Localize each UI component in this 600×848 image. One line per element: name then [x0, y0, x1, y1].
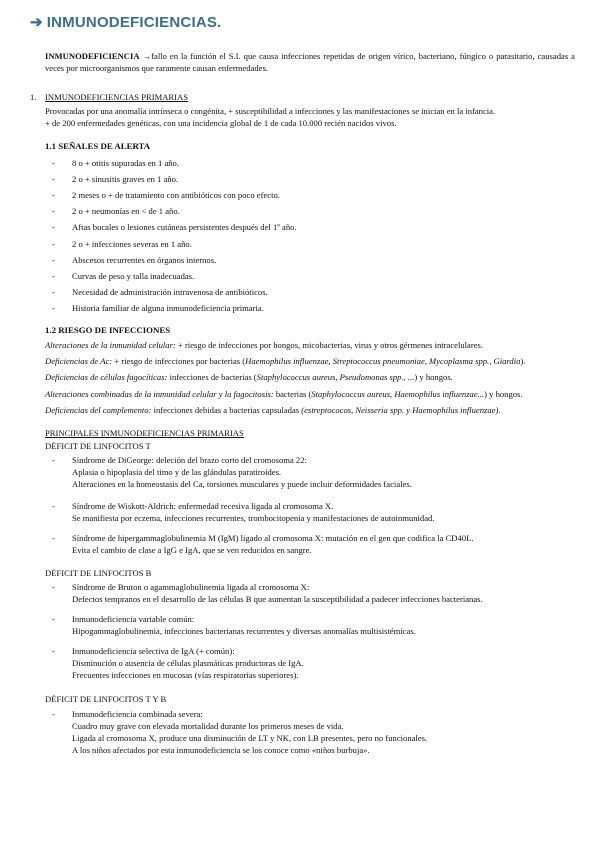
risk-label: Deficiencias de Ac:	[45, 356, 113, 367]
arrow-icon: ➔	[30, 14, 43, 31]
disease-detail: Ligada al cromosoma X, produce una disminución de LT y NK, con LB presentes, pero no funcionales.	[72, 732, 428, 743]
intro-arrow: →	[139, 51, 152, 61]
disease-row	[52, 745, 572, 757]
disease-title: Síndrome de Wiskott-Aldrich: enfermedad recesiva ligada al cromosoma X.	[72, 501, 334, 511]
group-heading-b: DÉFICIT DE LINFOCITOS B	[45, 568, 152, 578]
section-heading: INMUNODEFICIENCIAS PRIMARIAS	[45, 92, 189, 102]
disease-detail: Aplasia o hipoplasia del timo y de las glándulas paratiroides.	[72, 466, 282, 477]
dash-bullet: -	[52, 582, 55, 592]
dash-bullet: -	[52, 270, 55, 281]
group-heading-t: DÉFICIT DE LINFOCITOS T	[45, 441, 151, 451]
dash-bullet: -	[52, 501, 55, 511]
disease-entry-bruton	[52, 582, 572, 606]
section-line: Provocadas por una anomalía intrínseca o congénita, + susceptibilidad a infecciones y las manifestaciones se inician en la infancia.	[45, 106, 496, 116]
disease-entry-wiskott	[52, 501, 572, 525]
risk-text: infecciones debidas a bacterias capsuladas	[151, 404, 302, 415]
risk-list	[45, 340, 593, 421]
disease-row	[52, 626, 572, 638]
risk-text: + riesgo de infecciones por hongos, micobacterias, virus y otros gérmenes intracelulares.	[175, 340, 483, 350]
disease-detail: Se manifiesta por eczema, infecciones recurrentes, trombocitopenia y manifestaciones de autoinmunidad.	[72, 512, 435, 523]
disease-row	[52, 582, 572, 594]
risk-tail: .	[498, 404, 501, 415]
disease-title: Síndrome de Bruton o agammaglobulinemia ligada al cromosoma X:	[72, 582, 310, 592]
disease-row	[52, 479, 572, 491]
list-item-text: Necesidad de administración intravenosa de antibióticos.	[72, 286, 268, 297]
dash-bullet: -	[52, 302, 55, 313]
disease-row	[52, 455, 572, 467]
list-item-text: Historia familiar de alguna inmunodeficiencia primaria.	[72, 302, 264, 313]
dash-bullet: -	[52, 158, 55, 169]
disease-title: Síndrome de DiGeorge: deleción del brazo corto del cromosoma 22:	[72, 455, 307, 465]
disease-row	[52, 670, 572, 682]
intro-text: fallo en la función el S.I. que causa infecciones repetidas de origen vírico, bacteriano, fúngico o parasitario, causadas a veces por microorganismos que raramente causan enfermedades.	[45, 51, 575, 73]
disease-row	[52, 594, 572, 606]
disease-detail: Evita el cambio de clase a IgG e IgA, que se ven reducidos en sangre.	[72, 544, 312, 555]
dash-bullet: -	[52, 238, 55, 249]
risk-organisms: Haemophilus influenzae, Streptococcus pneumoniae, Mycoplasma spp., Giardia	[245, 356, 521, 367]
group-heading-tb: DÉFICIT DE LINFOCITOS T Y B	[45, 694, 167, 704]
risk-tail: ).	[520, 356, 526, 367]
disease-entry-digeorge	[52, 455, 572, 491]
dash-bullet: -	[52, 254, 55, 265]
title-text: INMUNODEFICIENCIAS.	[46, 14, 222, 31]
risk-line	[45, 405, 593, 421]
disease-detail: Hipogammaglobulinemia, infecciones bacterianas recurrentes y diversas anomalías multisistémicas.	[72, 625, 416, 636]
risk-line	[45, 389, 593, 405]
disease-row	[52, 513, 572, 525]
list-item-text: Aftas bucales o lesiones cutáneas persistentes después del 1º año.	[72, 222, 297, 233]
risk-label: Alteraciones combinadas de la inmunidad celular y la fagocitosis:	[45, 388, 274, 399]
disease-row	[52, 614, 572, 626]
list-item	[52, 220, 572, 236]
list-item	[52, 188, 572, 204]
risk-text: + riesgo de infecciones por bacterias (	[112, 356, 246, 367]
list-item	[52, 301, 572, 317]
disease-detail: A los niños afectados por esta inmunodeficiencia se los conoce como «niños burbuja».	[72, 744, 370, 755]
disease-row	[52, 721, 572, 733]
dash-bullet: -	[52, 455, 55, 465]
document-title	[30, 13, 221, 34]
disease-entry-cvid	[52, 614, 572, 638]
section-body	[45, 106, 585, 130]
disease-row	[52, 501, 572, 513]
list-item	[52, 204, 572, 220]
list-item-text: 2 o + sinusitis graves en 1 año.	[72, 174, 179, 185]
risk-tail: ) y hongos.	[484, 388, 523, 399]
intro-term: INMUNODEFICIENCIA	[45, 51, 140, 61]
disease-row	[52, 658, 572, 670]
dash-bullet: -	[52, 533, 55, 543]
list-item-text: Curvas de peso y talla inadecuadas.	[72, 270, 195, 281]
disease-title: Inmunodeficiencia variable común:	[72, 614, 195, 624]
dash-bullet: -	[52, 174, 55, 185]
alerts-list	[52, 156, 572, 317]
disease-detail: Cuadro muy grave con elevada mortalidad durante los primeros meses de vida.	[72, 720, 344, 731]
dash-bullet: -	[52, 206, 55, 217]
alerts-heading: 1.1 SEÑALES DE ALERTA	[45, 141, 151, 151]
risk-line	[45, 356, 593, 372]
disease-row	[52, 709, 572, 721]
risk-organisms: (estreptococos, Neisseria spp. y Haemophilus influenzae)	[301, 404, 499, 415]
disease-row	[52, 545, 572, 557]
disease-title: Inmunodeficiencia combinada severa:	[72, 709, 203, 719]
dash-bullet: -	[52, 286, 55, 297]
list-item	[52, 253, 572, 269]
list-item-text: 2 meses o + de tratamiento con antibióticos con poco efecto.	[72, 190, 280, 201]
disease-row	[52, 733, 572, 745]
disease-detail: Disminución o ausencia de células plasmáticas productoras de IgA.	[72, 657, 304, 668]
dash-bullet: -	[52, 222, 55, 233]
section-number: 1.	[30, 92, 37, 102]
risk-line	[45, 372, 593, 388]
dash-bullet: -	[52, 709, 55, 719]
disease-title: Síndrome de hipergammaglobulinemia M (IgM) ligado al cromosoma X: mutación en el gen que codifica la CD40L.	[72, 533, 474, 543]
list-item	[52, 236, 572, 252]
risk-label: Alteraciones de la inmunidad celular:	[45, 340, 176, 350]
disease-detail: Frecuentes infecciones en mucosas (vías respiratorias superiores).	[72, 669, 299, 680]
risk-organisms: Staphylococcus aureus, Haemophilus influenzae...	[311, 388, 485, 399]
disease-entry-scid	[52, 709, 572, 756]
risk-text: infecciones de bacterias (	[167, 372, 257, 383]
list-item-text: 8 o + otitis supuradas en 1 año.	[72, 158, 180, 169]
disease-entry-hyper-igm	[52, 533, 572, 557]
dash-bullet: -	[52, 646, 55, 656]
disease-entry-iga	[52, 646, 572, 682]
disease-row	[52, 646, 572, 658]
list-item-text: 2 o + neumonías en < de 1 año.	[72, 206, 180, 217]
list-item	[52, 269, 572, 285]
risk-organisms: Staphylococcus aureus, Pseudomonas spp., ...	[256, 372, 415, 383]
risk-label: Deficiencias del complemento:	[45, 404, 152, 415]
dash-bullet: -	[52, 190, 55, 201]
list-item	[52, 156, 572, 172]
disease-title: Inmunodeficiencia selectiva de IgA (+ común):	[72, 646, 235, 656]
disease-row	[52, 467, 572, 479]
disease-row	[52, 533, 572, 545]
risk-label: Deficiencias de células fagocíticas:	[45, 372, 168, 383]
risk-line	[45, 340, 593, 356]
list-item	[52, 285, 572, 301]
section-line: + de 200 enfermedades genéticas, con una incidencia global de 1 de cada 10.000 recién nacidos vivos.	[45, 117, 397, 128]
list-item	[52, 172, 572, 188]
disease-detail: Defectos tempranos en el desarrollo de las células B que aumentan la susceptibilidad a padecer infecciones bacterianas.	[72, 593, 483, 604]
risk-tail: ) y hongos.	[414, 372, 453, 383]
list-item-text: Abscesos recurrentes en órganos internos.	[72, 254, 217, 265]
dash-bullet: -	[52, 614, 55, 624]
intro-paragraph	[45, 51, 575, 75]
risk-text: bacterias (	[273, 388, 312, 399]
disease-detail: Alteraciones en la homeostasis del Ca, torsiones musculares y puede incluir deformidades faciales.	[72, 478, 412, 489]
primary-heading: PRINCIPALES INMUNODEFICIENCIAS PRIMARIAS	[45, 428, 244, 438]
list-item-text: 2 o + infecciones severas en 1 año.	[72, 238, 192, 249]
risk-heading: 1.2 RIESGO DE INFECCIONES	[45, 325, 171, 335]
